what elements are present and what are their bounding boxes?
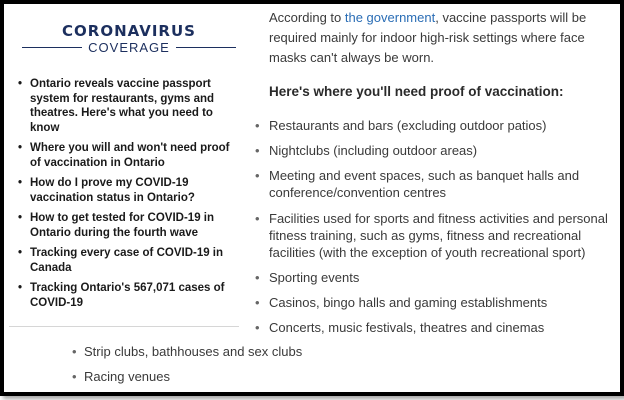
bullet: •: [18, 212, 23, 224]
coverage-link-label[interactable]: Where you will and won't need proof of vaccination in Ontario: [30, 142, 230, 169]
bullet: •: [18, 282, 23, 294]
coverage-link-label[interactable]: Ontario reveals vaccine passport system for restaurants, gyms and theatres. Here's what you need to know: [30, 78, 215, 134]
coverage-link[interactable]: [16, 281, 242, 310]
coverage-sidebar: [16, 4, 242, 316]
venue-item: [253, 142, 624, 159]
venue-item-label: Strip clubs, bathhouses and sex clubs: [84, 344, 303, 359]
venue-item: [253, 319, 624, 336]
venue-item-label: Nightclubs (including outdoor areas): [269, 143, 478, 158]
bullet: •: [18, 177, 23, 189]
section-heading: Here's where you'll need proof of vaccination:: [269, 84, 564, 99]
bullet: •: [255, 270, 260, 285]
venue-item: [72, 344, 302, 359]
intro-paragraph: [269, 8, 619, 68]
bullet: •: [255, 320, 260, 335]
bullet: •: [72, 369, 77, 384]
venue-item: [253, 269, 624, 286]
coverage-link-list: [16, 77, 242, 310]
venue-item-label: Facilities used for sports and fitness activities and personal fitness training, such as gyms, fitness and recreational facilities (with the exception of youth recreational sport): [269, 211, 608, 260]
bullet: •: [72, 344, 77, 359]
brand-title: CORONAVIRUS: [62, 22, 196, 40]
venue-item: [253, 167, 619, 201]
bullet: •: [255, 168, 260, 183]
venue-item-label: Racing venues: [84, 369, 170, 384]
sidebar-divider: [9, 326, 239, 327]
venue-item: [72, 369, 170, 384]
venue-item: [253, 117, 624, 134]
bullet: •: [18, 247, 23, 259]
coverage-link[interactable]: [16, 141, 242, 170]
coverage-link-label[interactable]: How do I prove my COVID-19 vaccination status in Ontario?: [30, 177, 195, 204]
bullet: •: [255, 211, 260, 226]
brand-line-right: [176, 47, 236, 48]
venue-item: [253, 210, 619, 261]
bullet: •: [255, 295, 260, 310]
venue-item-label: Concerts, music festivals, theatres and cinemas: [269, 320, 545, 335]
coverage-link-label[interactable]: Tracking every case of COVID-19 in Canada: [30, 247, 224, 274]
coverage-brand: [16, 22, 242, 55]
bullet: •: [255, 143, 260, 158]
intro-text-after: , vaccine passports will be required mainly for indoor high-risk settings where face masks can't always be worn.: [269, 10, 587, 65]
brand-line-left: [22, 47, 82, 48]
venue-item-label: Restaurants and bars (excluding outdoor patios): [269, 118, 547, 133]
coverage-link[interactable]: [16, 176, 242, 205]
coverage-link[interactable]: [16, 211, 242, 240]
coverage-link-label[interactable]: How to get tested for COVID-19 in Ontario during the fourth wave: [30, 212, 215, 239]
venue-item-label: Casinos, bingo halls and gaming establishments: [269, 295, 548, 310]
bullet: •: [18, 142, 23, 154]
bullet: •: [255, 118, 260, 133]
venue-item: [253, 294, 624, 311]
bullet: •: [18, 78, 23, 90]
coverage-link[interactable]: [16, 77, 242, 135]
brand-subtitle-row: [16, 40, 242, 55]
intro-text-before: According to: [269, 10, 345, 25]
venue-item-label: Meeting and event spaces, such as banquet halls and conference/convention centres: [269, 168, 580, 200]
government-link[interactable]: the government: [344, 10, 436, 25]
brand-subtitle: COVERAGE: [88, 40, 170, 55]
venue-item-label: Sporting events: [269, 270, 360, 285]
coverage-link[interactable]: [16, 246, 242, 275]
coverage-link-label[interactable]: Tracking Ontario's 567,071 cases of COVID-19: [30, 282, 225, 309]
